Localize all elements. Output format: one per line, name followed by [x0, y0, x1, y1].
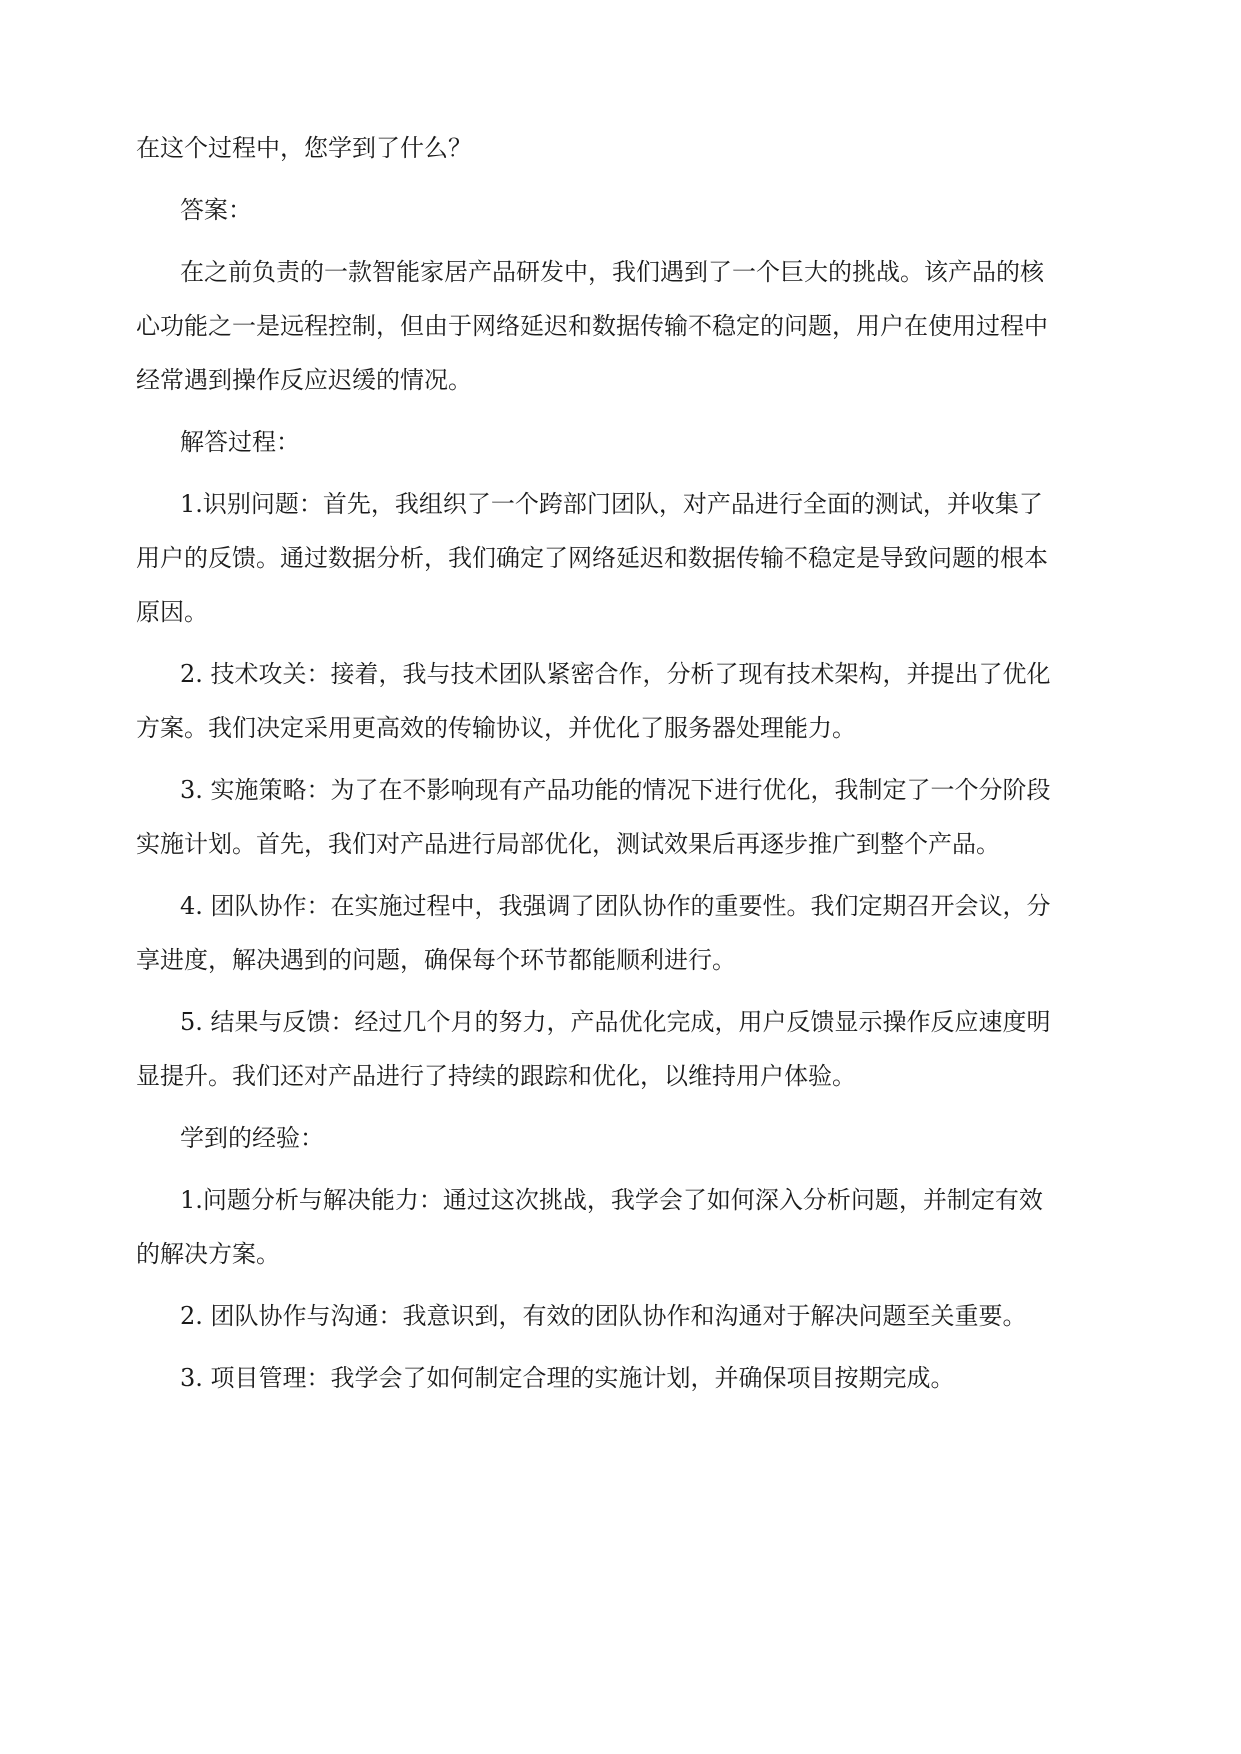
list-item-line: 显提升。我们还对产品进行了持续的跟踪和优化，以维持用户体验。	[136, 1062, 856, 1090]
list-item-line: 方案。我们决定采用更高效的传输协议，并优化了服务器处理能力。	[136, 714, 856, 742]
list-item-line: 用户的反馈。通过数据分析，我们确定了网络延迟和数据传输不稳定是导致问题的根本	[136, 544, 1048, 572]
paragraph-line: 心功能之一是远程控制，但由于网络延迟和数据传输不稳定的问题，用户在使用过程中	[136, 312, 1048, 340]
list-item-line: 2. 技术攻关：接着，我与技术团队紧密合作，分析了现有技术架构，并提出了优化	[180, 660, 1051, 688]
question-line: 在这个过程中，您学到了什么？	[136, 134, 472, 162]
list-item-line: 享进度，解决遇到的问题，确保每个环节都能顺利进行。	[136, 946, 736, 974]
answer-heading: 答案：	[180, 196, 252, 224]
paragraph-line: 经常遇到操作反应迟缓的情况。	[136, 366, 472, 394]
list-item-line: 1.识别问题：首先，我组织了一个跨部门团队，对产品进行全面的测试，并收集了	[180, 490, 1043, 518]
process-heading: 解答过程：	[180, 428, 300, 456]
list-item-line: 2. 团队协作与沟通：我意识到，有效的团队协作和沟通对于解决问题至关重要。	[180, 1302, 1027, 1330]
list-item-line: 原因。	[136, 598, 208, 626]
list-item-line: 实施计划。首先，我们对产品进行局部优化，测试效果后再逐步推广到整个产品。	[136, 830, 1000, 858]
lessons-heading: 学到的经验：	[180, 1124, 324, 1152]
list-item-line: 4. 团队协作：在实施过程中，我强调了团队协作的重要性。我们定期召开会议，分	[180, 892, 1051, 920]
paragraph-line: 在之前负责的一款智能家居产品研发中，我们遇到了一个巨大的挑战。该产品的核	[180, 258, 1044, 286]
list-item-line: 1.问题分析与解决能力：通过这次挑战，我学会了如何深入分析问题，并制定有效	[180, 1186, 1043, 1214]
list-item-line: 5. 结果与反馈：经过几个月的努力，产品优化完成，用户反馈显示操作反应速度明	[180, 1008, 1051, 1036]
list-item-line: 3. 项目管理：我学会了如何制定合理的实施计划，并确保项目按期完成。	[180, 1364, 955, 1392]
list-item-line: 3. 实施策略：为了在不影响现有产品功能的情况下进行优化，我制定了一个分阶段	[180, 776, 1051, 804]
list-item-line: 的解决方案。	[136, 1240, 280, 1268]
